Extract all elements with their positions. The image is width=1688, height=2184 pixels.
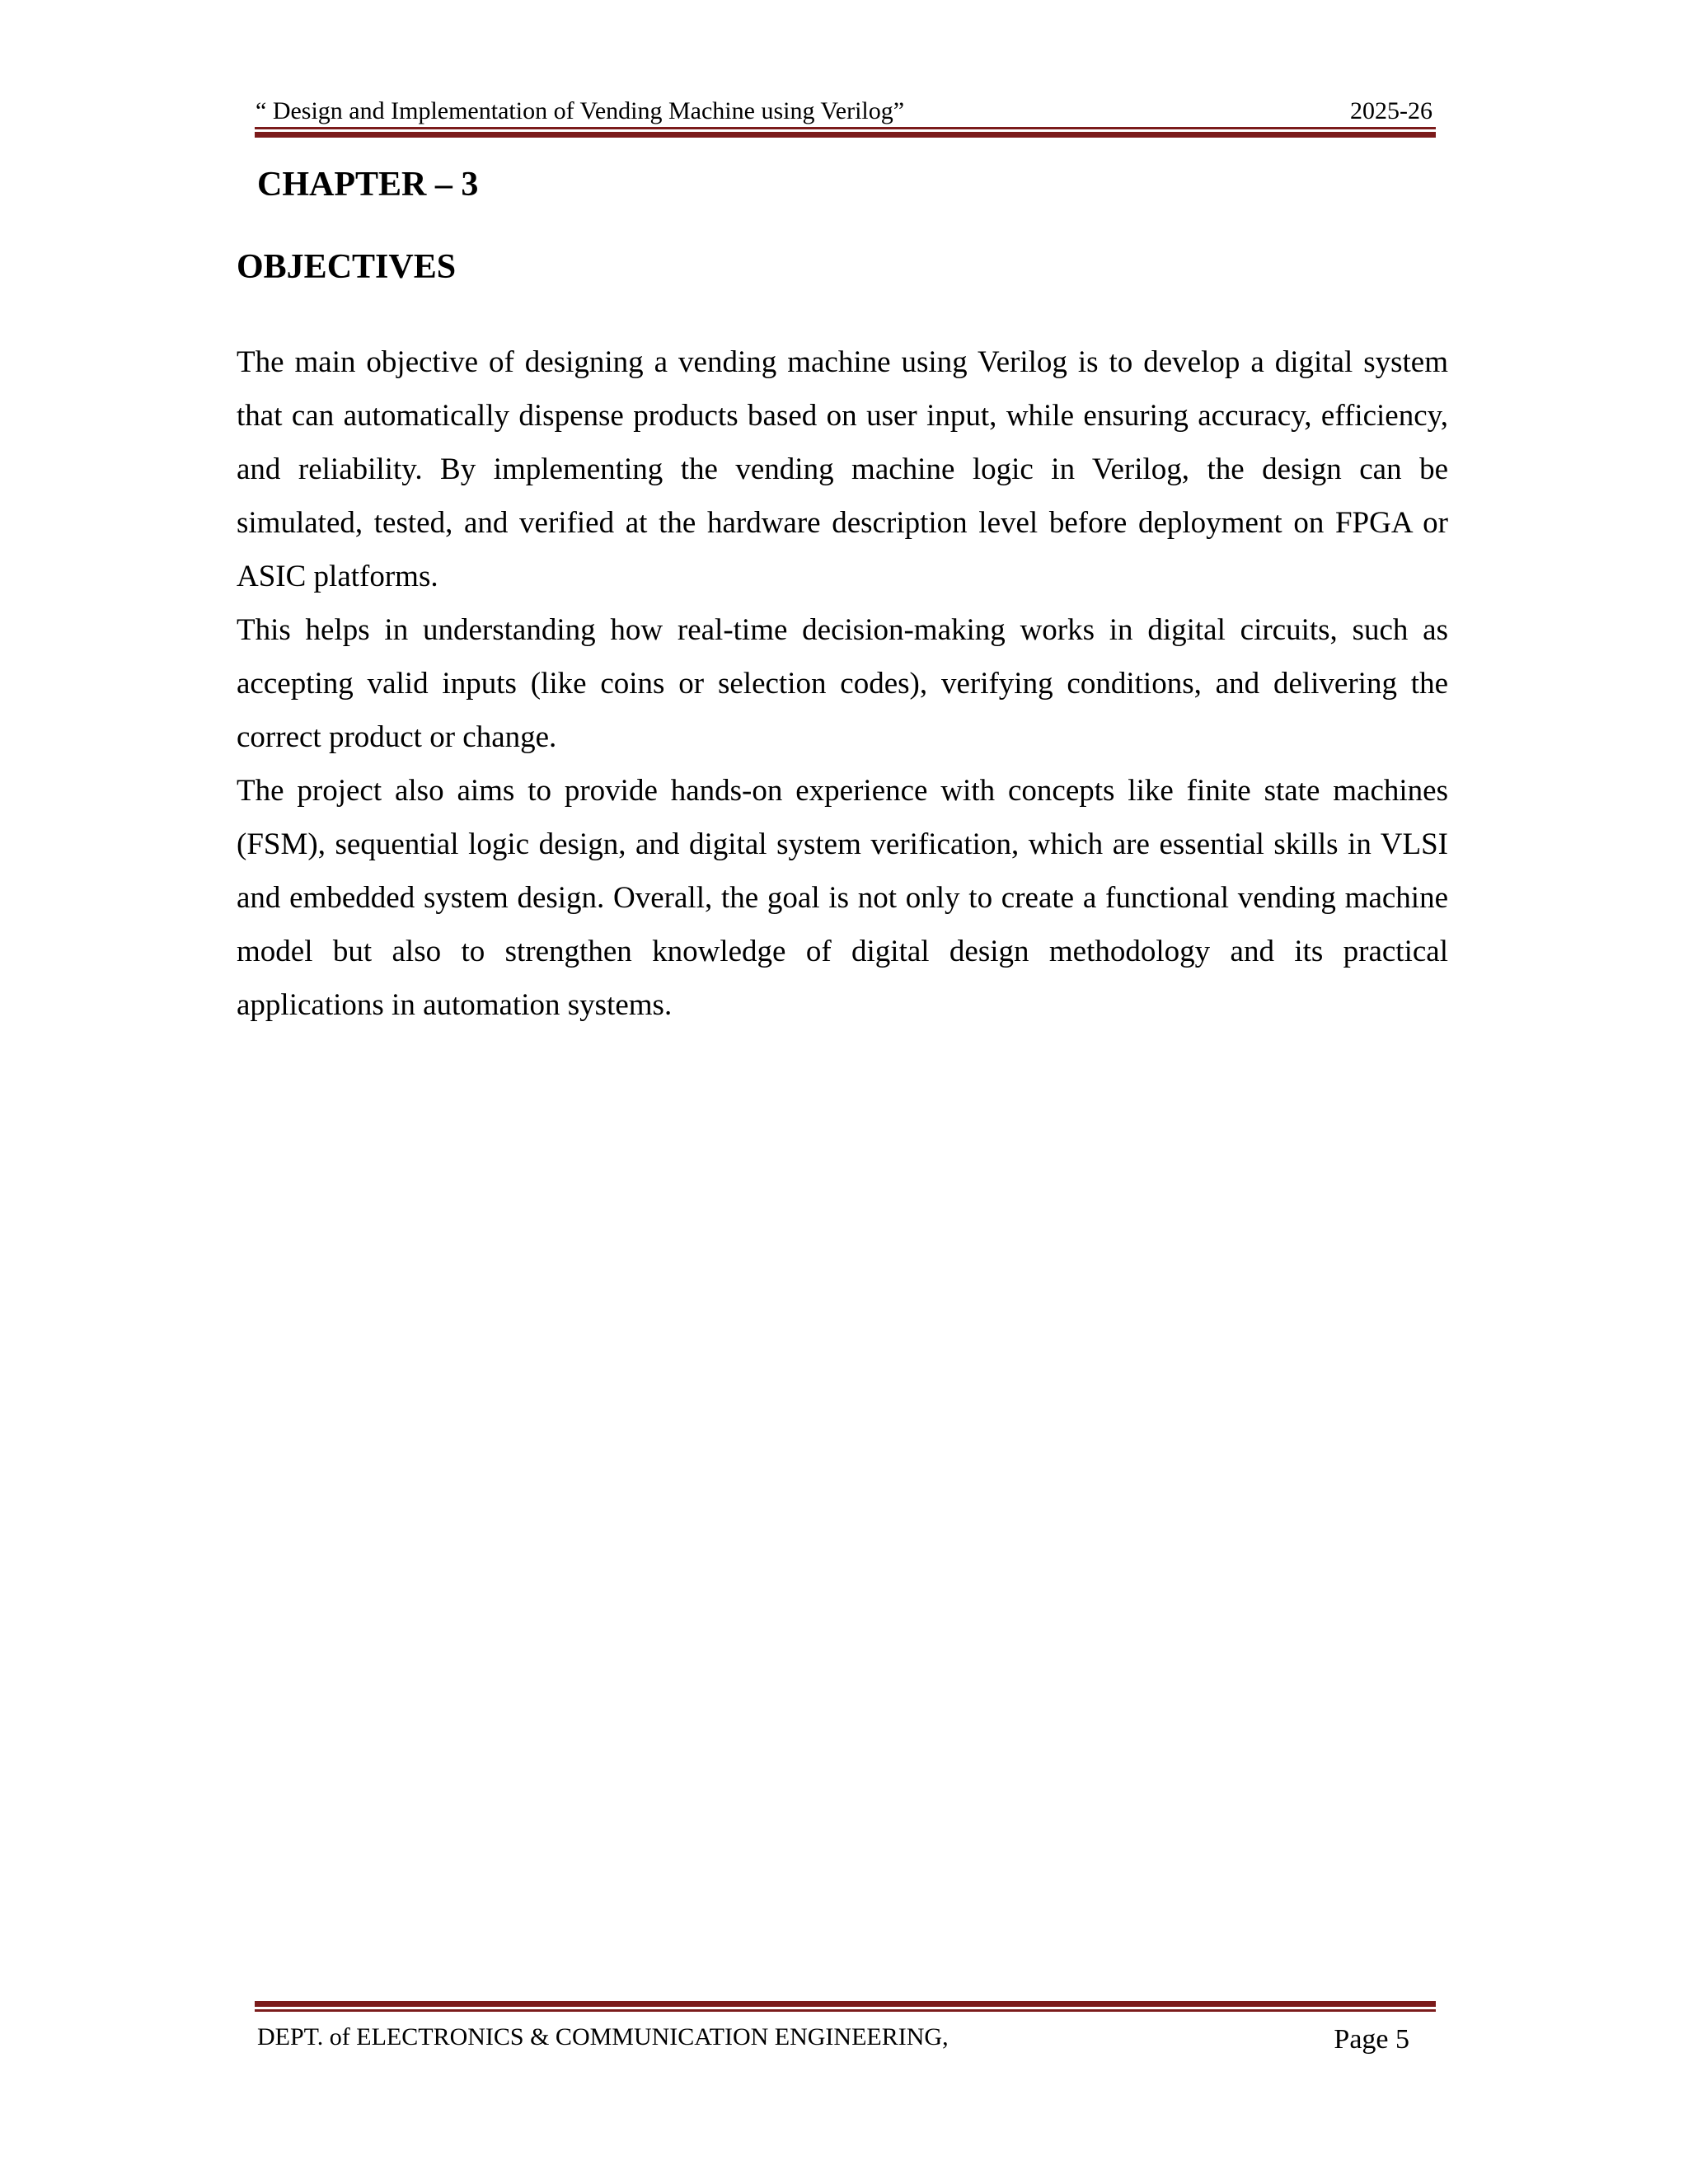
page-number: Page 5 <box>1334 2024 1409 2055</box>
footer-rule-thick <box>255 2001 1436 2007</box>
header-rule-thin <box>255 127 1436 129</box>
section-title: OBJECTIVES <box>237 248 457 286</box>
paragraph-1: The main objective of designing a vending machine using Verilog is to develop a digital system that can automatically dispense products based on user input, while ensuring accuracy, efficiency, and reliability. By implementing the vending machine logic in Verilog, the design can be simulated, tested, and verified at the hardware description level before deployment on FPGA or ASIC platforms. <box>237 345 1448 593</box>
chapter-heading: CHAPTER – 3 <box>257 166 479 204</box>
header-year: 2025-26 <box>1350 97 1432 124</box>
header-title: “ Design and Implementation of Vending Machine using Verilog” <box>256 97 905 124</box>
paragraph-2: This helps in understanding how real-time decision-making works in digital circuits, such as accepting valid inputs (like coins or selection codes), verifying conditions, and delivering the correct product or change. <box>237 613 1448 754</box>
body-text <box>237 335 1448 1032</box>
paragraph-3: The project also aims to provide hands-on experience with concepts like finite state machines (FSM), sequential logic design, and digital system verification, which are essential skills in VLSI and embedded system design. Overall, the goal is not only to create a functional vending machine model but also to strengthen knowledge of digital design methodology and its practical applications in automation systems. <box>237 774 1448 1022</box>
footer-department: DEPT. of ELECTRONICS & COMMUNICATION ENGINEERING, <box>257 2023 949 2050</box>
footer-rule-thin <box>255 2009 1436 2012</box>
header-rule-thick <box>255 132 1436 138</box>
